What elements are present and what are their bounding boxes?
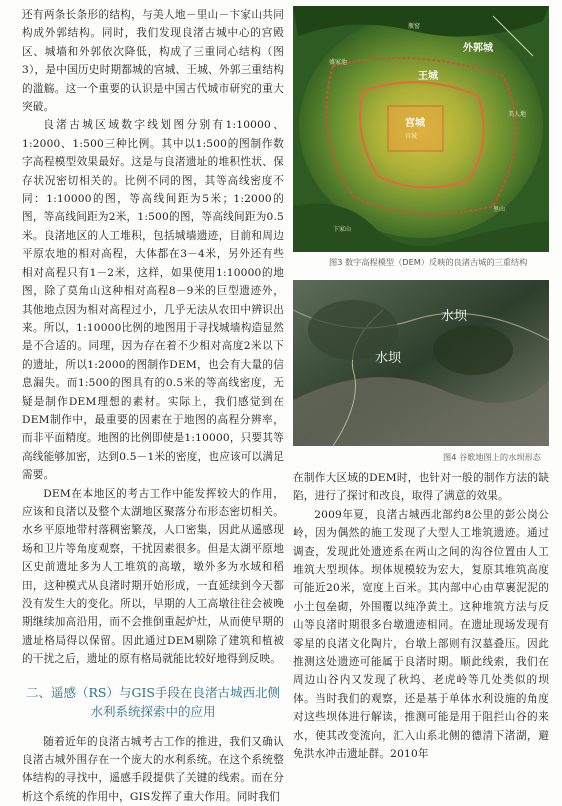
figure-4-caption: 图4 谷歌地图上的水坝形态 [443,452,541,462]
section-heading-line-1: 二、遥感（RS）与GIS手段在良渚古城西北侧 [26,684,280,700]
label-dam-a: 水坝 [441,309,468,324]
paragraph-1: 还有两条长条形的结构，与美人地－里山－卞家山共同构成外郭结构。同时，我们发现良渚古城中心的宫殿区、城墙和外郭依次降低，构成了三重同心结构（图3），是中国历史时期都城的宫城、王城、外郭三重结构的滥觞。这一个重要的认识是中国古代城市研究的重大突破。 [22,9,284,114]
section-heading [22,683,284,721]
paragraph-6: 2009年夏，良渚古城西北部约8公里的彭公岗公岭，因为偶然的施工发现了大型人工堆筑遗迹。通过调查，发现此处遗迹系在两山之间的沟谷位置由人工堆筑大型坝体。坝体规模较为宏大，复原其堆筑高度可能近20米，宽度上百米。其内部中心由草裹泥泥的小土包垒砌，外围覆以纯净黄土。这种堆筑方法与反山等良渚时期很多台墩遗迹相同。在遗址现场发现有零星的良渚文化陶片，台墩上部则有汉墓叠压。因此推测这处遗迹可能属于良渚时期。顺此线索，我们在周边山谷内又发现了秋坞、老虎岭等几处类似的坝体。当时我们的观察，还是基于单体水利设施的角度对这些坝体进行解读，推测可能是用于阻拦山谷的来水，使其改变流向，汇入山系北侧的德清下渚湖，避免洪水冲击遗址群。2010年 [293,508,549,761]
figure-3-dem-map [293,6,549,252]
paragraph-5: 在制作大区域的DEM时，也针对一般的制作方法的缺陷，进行了探讨和改良，取得了满意的效果。 [293,472,549,503]
figure-4-satellite-map [293,280,549,446]
section-heading-line-2: 水利系统探索中的应用 [90,703,216,719]
right-column [293,6,549,764]
paragraph-2: 良渚古城区域数字线划图分别有1:10000、1:2000、1:500三种比例。其中以1:500的图制作数字高程模型效果最好。这是与良渚遗址的堆积性状、保存状况密切相关的。比例不同的图，其等高线密度不同：1:10000的图，等高线间距为5米；1:2000的图，等高线间距为2米，1:500的图，等高线间距为0.5米。良渚地区的人工堆积，包括城墙遗迹，目前和周边平原农地的相对高程，大体都在3－4米，另外还有些相对高程只有1－2米，这样，如果使用1:10000的地图，除了莫角山这种相对高程8－9米的巨型遗迹外，其他地点因为相对高程过小，几乎无法从农田中辨识出来。所以，1:10000比例的地图用于寻找城墙构造显然是不合适的。同理，因为存在着不少相对高度2米以下的遗址，所以1:2000的图制作DEM，也会有大量的信息漏失。而1:500的图具有的0.5米的等高线密度，无疑是制作DEM理想的素材。实际上，我们感觉到在DEM制作中，最重要的因素在于地图的高程分辨率，而非平面精度。地图的比例即使是1:10000，只要其等高线能够加密，达到0.5－1米的密度，也应该可以满足需要。 [22,119,284,482]
paragraph-3: DEM在本地区的考古工作中能发挥较大的作用，应该和良渚以及整个太湖地区聚落分布形态密切相关。水乡平原地带村落稠密繁茂，人口密集，因此从遥感现场和卫片等角度观察，干扰因素很多。但是太湖平原地区史前遗址多为人工堆筑的高墩，墩外多为水域和稻田，这种模式从良渚时期开始形成，一直延续到今天都没有发生大的变化。所以，早期的人工高墩往往会被晚期继续加高沿用，而不会推倒重起炉灶，从而使早期的遗址格局得以保留。因此通过DEM剔除了建筑和植被的干扰之后，遗址的原有格局就能比较好地得到反映。 [22,487,284,666]
label-dam-b: 水坝 [375,351,402,366]
label-palace-city: 宫城 [405,118,425,129]
place-name-6: 里山 [493,206,506,213]
place-name-1: 瓶窑 [408,23,421,30]
paragraph-4: 随着近年的良渚古城考古工作的推进，我们又确认良渚古城外围存在一个庞大的水利系统。在这个系统整体结构的寻找中，遥感手段提供了关键的线索。而在分析这个系统的作用中，GIS发挥了重大作用。同时我们 [22,735,284,803]
label-outer-city: 外郭城 [463,43,493,54]
label-king-city: 王城 [418,71,438,82]
left-column [22,6,284,806]
place-name-4: 宫城 [405,133,418,140]
place-name-2: 盛家池 [329,59,348,66]
figure-3-caption: 图3 数字高程模型（DEM）反映的良渚古城的三重结构 [329,257,528,267]
place-name-3: 美人地 [508,111,527,118]
place-name-5: 卞家山 [333,226,352,233]
dem-terrain-image [293,6,549,252]
satellite-image [293,280,549,446]
